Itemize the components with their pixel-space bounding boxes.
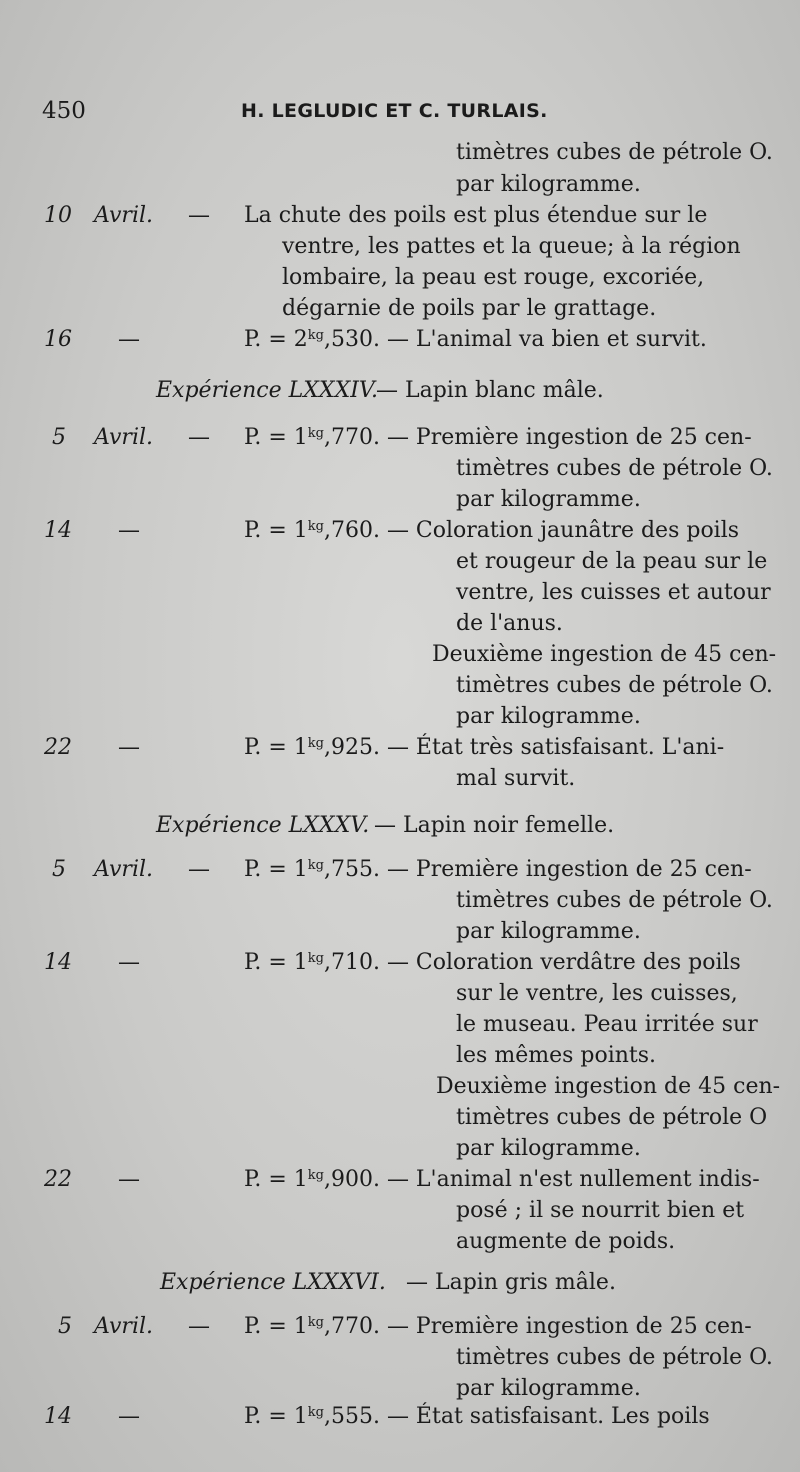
experiment-heading: Expérience LXXXIV. — Lapin blanc mâle. xyxy=(156,378,604,403)
text-line: sur le ventre, les cuisses, xyxy=(456,981,738,1006)
entry-line: 5 Avril. — P. = $1^{kg},770$. — Première ingestion de 25 cen- xyxy=(58,1314,752,1339)
text-line: les mêmes points. xyxy=(456,1043,657,1068)
text-line: Deuxième ingestion de 45 cen- xyxy=(436,1074,781,1099)
page-number: 450 xyxy=(42,98,86,124)
text-line: posé ; il se nourrit bien et xyxy=(456,1198,745,1223)
page-header xyxy=(0,98,800,132)
text-line: par kilogramme. xyxy=(456,1136,641,1161)
text-line: par kilogramme. xyxy=(456,172,641,197)
text-line: augmente de poids. xyxy=(456,1229,676,1254)
text-line: timètres cubes de pétrole O. xyxy=(456,673,773,698)
entry-line: 5 Avril. — P. = $1^{kg},770$. — Première ingestion de 25 cen- xyxy=(52,425,752,450)
text-line: le museau. Peau irritée sur xyxy=(456,1012,758,1037)
text-line: mal survit. xyxy=(456,766,576,791)
experiment-heading: Expérience LXXXVI. — Lapin gris mâle. xyxy=(160,1270,616,1295)
text-line: lombaire, la peau est rouge, excoriée, xyxy=(282,265,705,290)
entry-line: 22 — P. = $1^{kg},925$. — État très satisfaisant. L'ani- xyxy=(44,735,725,760)
text-line: Deuxième ingestion de 45 cen- xyxy=(432,642,777,667)
text-line: timètres cubes de pétrole O. xyxy=(456,456,773,481)
entry-line: 22 — P. = $1^{kg},900$. — L'animal n'est nullement indis- xyxy=(44,1167,760,1192)
text-line: par kilogramme. xyxy=(456,1376,641,1401)
text-line: par kilogramme. xyxy=(456,919,641,944)
text-line: timètres cubes de pétrole O. xyxy=(456,1345,773,1370)
text-line: et rougeur de la peau sur le xyxy=(456,549,768,574)
entry-line: 14 — P. = $1^{kg},555$. — État satisfaisant. Les poils xyxy=(44,1404,710,1429)
entry-line: 14 — P. = $1^{kg},760$. — Coloration jaunâtre des poils xyxy=(44,518,740,543)
text-line: par kilogramme. xyxy=(456,487,641,512)
entry-line: 10 Avril. — La chute des poils est plus étendue sur le xyxy=(44,203,708,228)
experiment-heading: Expérience LXXXV. — Lapin noir femelle. xyxy=(156,813,615,838)
text-line: par kilogramme. xyxy=(456,704,641,729)
text-line: ventre, les pattes et la queue; à la région xyxy=(282,234,741,259)
text-line: timètres cubes de pétrole O. xyxy=(456,888,773,913)
entry-line: 14 — P. = $1^{kg},710$. — Coloration verdâtre des poils xyxy=(44,950,741,975)
running-title: H. LEGLUDIC ET C. TURLAIS. xyxy=(241,100,548,122)
text-line: timètres cubes de pétrole O. xyxy=(456,140,773,165)
text-line: de l'anus. xyxy=(456,611,563,636)
text-line: ventre, les cuisses et autour xyxy=(456,580,771,605)
entry-line: 16 — P. = $2^{kg},530$. — L'animal va bien et survit. xyxy=(44,327,707,352)
entry-day: 10 xyxy=(44,203,72,228)
text-line: dégarnie de poils par le grattage. xyxy=(282,296,657,321)
entry-line: 5 Avril. — P. = $1^{kg},755$. — Première ingestion de 25 cen- xyxy=(52,857,752,882)
entry-month: Avril. xyxy=(94,203,154,228)
text-line: timètres cubes de pétrole O xyxy=(456,1105,768,1130)
